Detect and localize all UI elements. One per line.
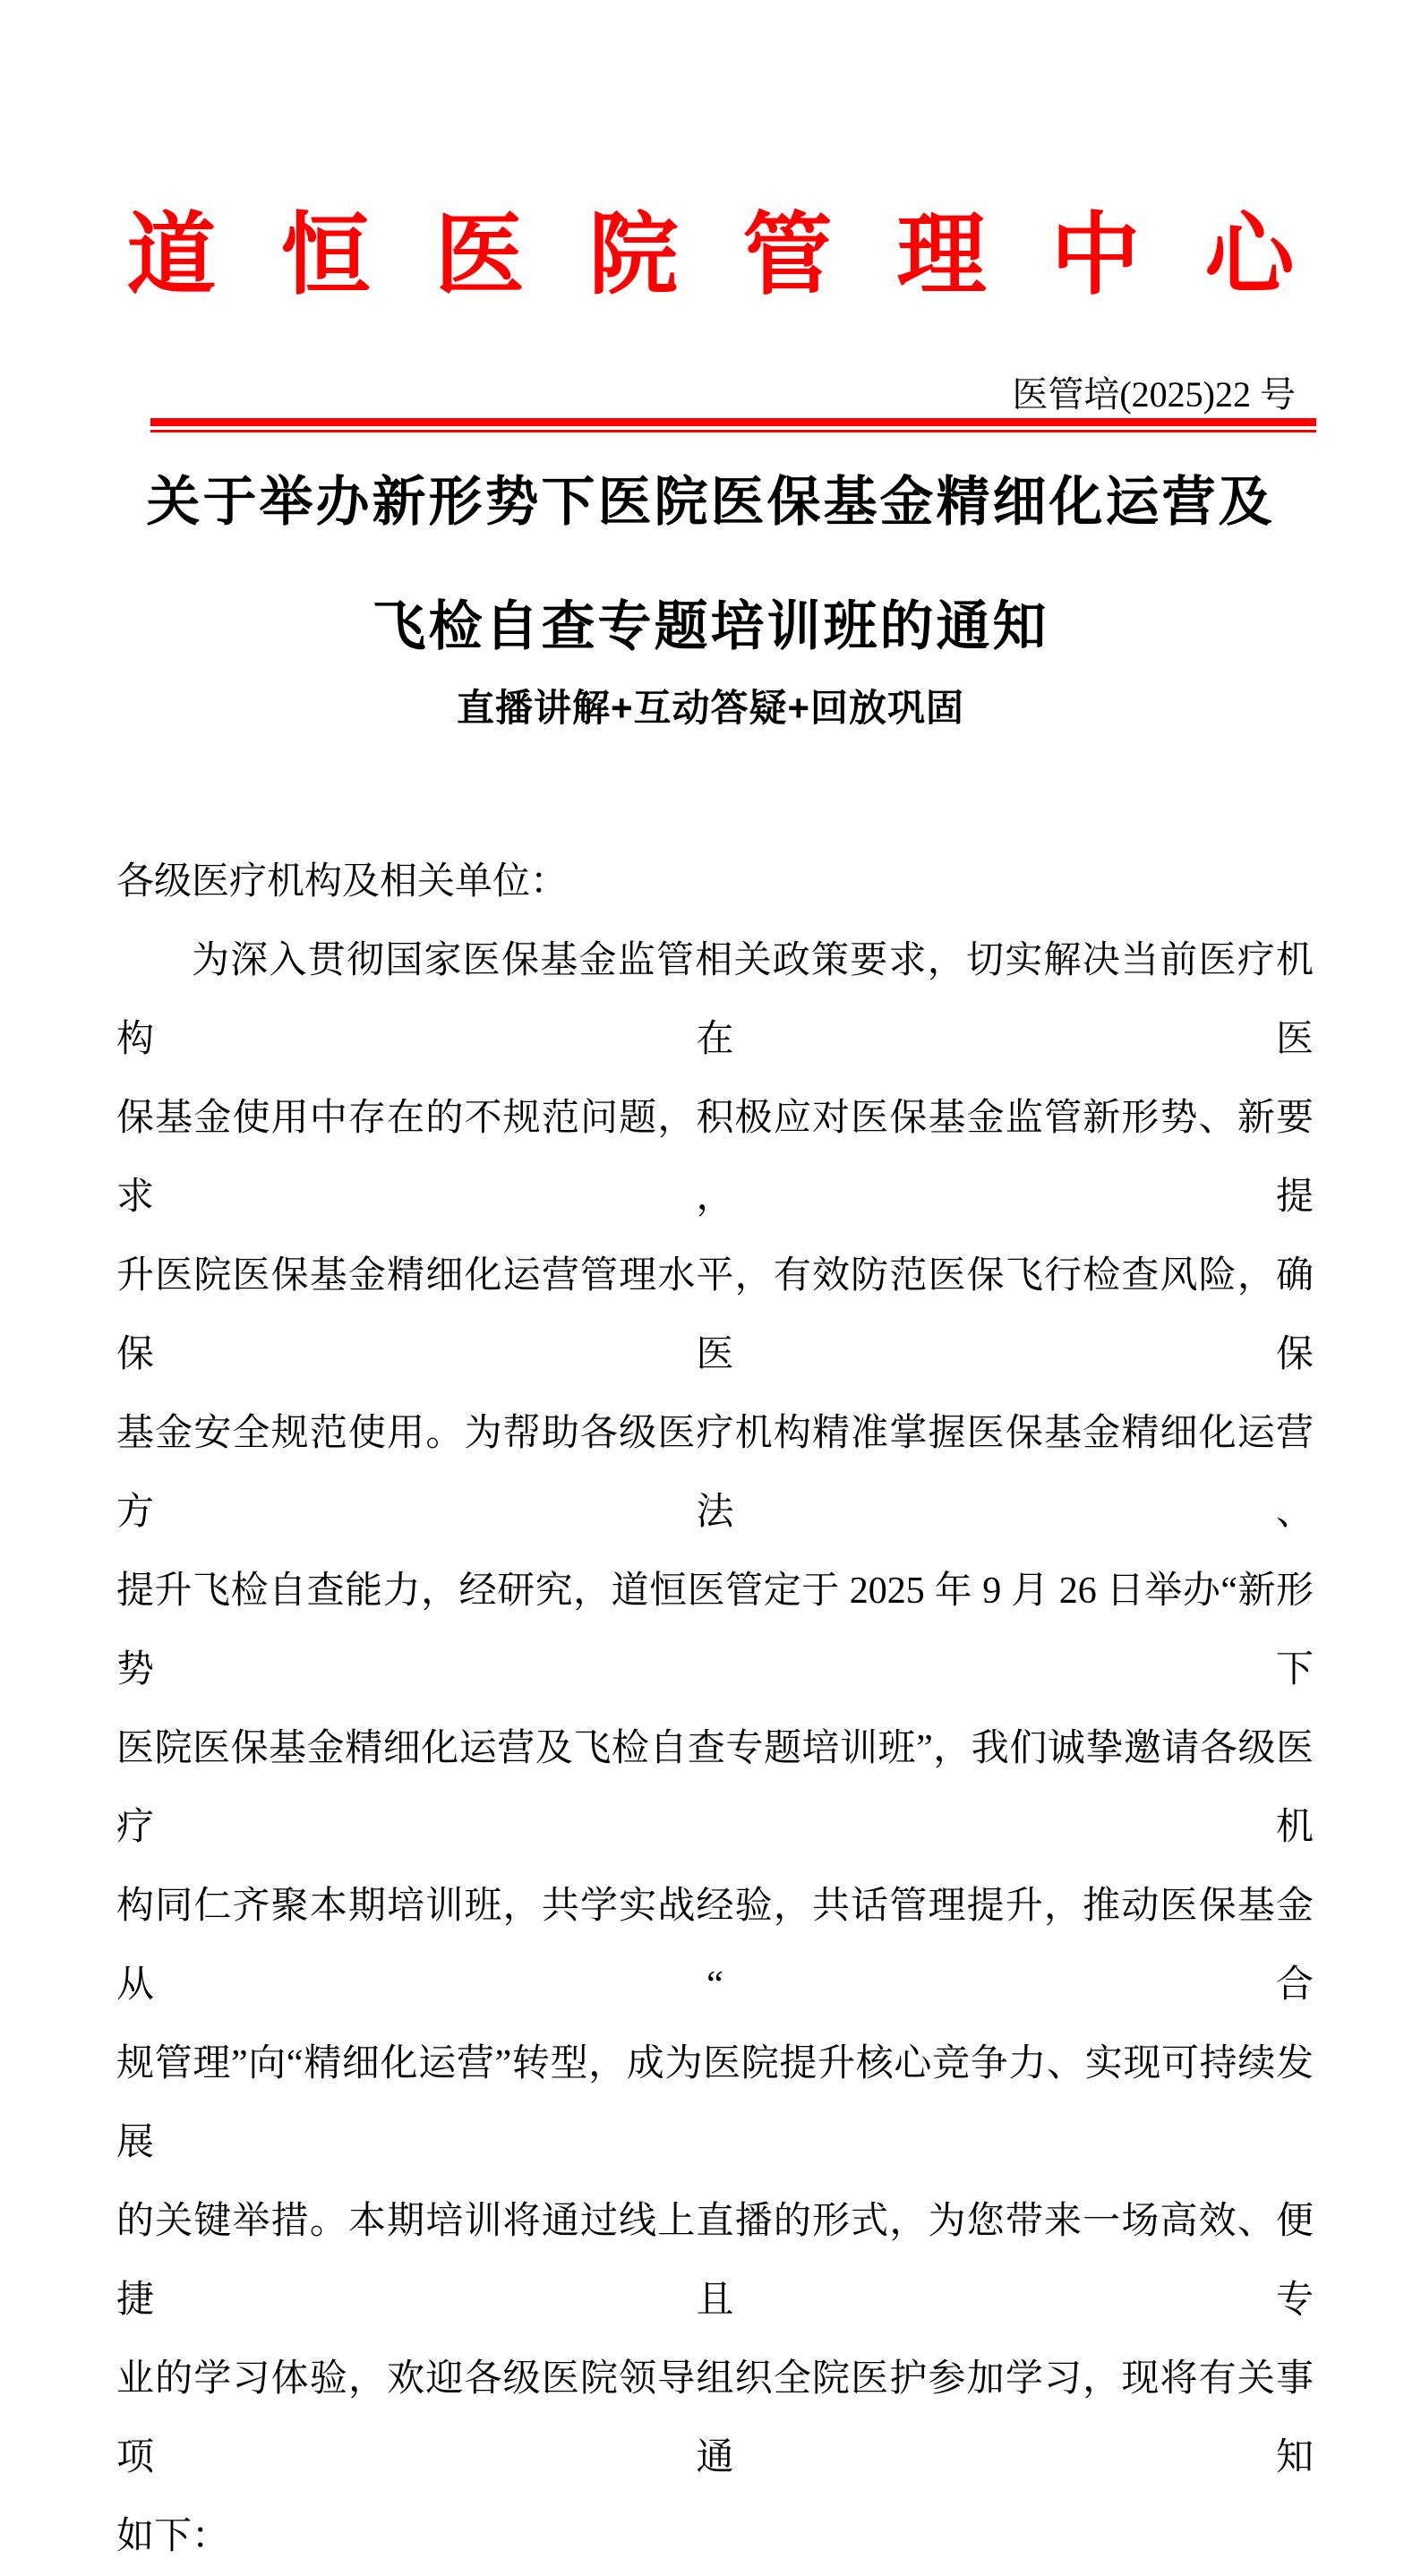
body-line: 升医院医保基金精细化运营管理水平，有效防范医保飞行检查风险，确保医保 xyxy=(116,1255,1314,1375)
salutation-line: 各级医疗机构及相关单位： xyxy=(116,861,569,903)
body-line: 的关键举措。本期培训将通过线上直播的形式，为您带来一场高效、便捷且专 xyxy=(116,2201,1314,2321)
body-line: 基金安全规范使用。为帮助各级医疗机构精准掌握医保基金精细化运营方法、 xyxy=(116,1413,1314,1533)
body-line: 提升飞检自查能力，经研究，道恒医管定于 2025 年 9 月 26 日举办“新形势下 xyxy=(116,1570,1314,1690)
notice-content xyxy=(0,447,1421,2576)
notice-body xyxy=(116,843,1314,2576)
body-line: 业的学习体验，欢迎各级医院领导组织全院医护参加学习，现将有关事项通知 xyxy=(116,2358,1314,2478)
body-line: 规管理”向“精细化运营”转型，成为医院提升核心竞争力、实现可持续发展 xyxy=(116,2043,1314,2163)
letterhead xyxy=(0,206,1421,432)
notice-title-line-2: 飞检自查专题培训班的通知 xyxy=(372,596,1049,656)
red-divider-thick-line xyxy=(150,418,1316,426)
doc-number: 医管培(2025)22 号 xyxy=(1012,374,1296,415)
body-line: 如下： xyxy=(116,2516,230,2557)
letterhead-title: 道恒医院管理中心 xyxy=(126,206,1359,305)
body-line: 保基金使用中存在的不规范问题，积极应对医保基金监管新形势、新要求，提 xyxy=(116,1098,1314,1218)
notice-title-line-1: 关于举办新形势下医院医保基金精细化运营及 xyxy=(146,472,1275,532)
body-line: 医院医保基金精细化运营及飞检自查专题培训班”，我们诚挚邀请各级医疗机 xyxy=(116,1728,1314,1848)
red-divider xyxy=(150,418,1316,432)
notice-subtitle: 直播讲解+互动答疑+回放巩固 xyxy=(456,687,965,729)
red-divider-thin-line xyxy=(150,430,1316,432)
body-line: 为深入贯彻国家医保基金监管相关政策要求，切实解决当前医疗机构在医 xyxy=(116,940,1314,1060)
body-paragraph xyxy=(116,921,1314,2576)
body-line: 构同仁齐聚本期培训班，共学实战经验，共话管理提升，推动医保基金从“合 xyxy=(116,1886,1314,2006)
document-page xyxy=(0,206,1421,2557)
